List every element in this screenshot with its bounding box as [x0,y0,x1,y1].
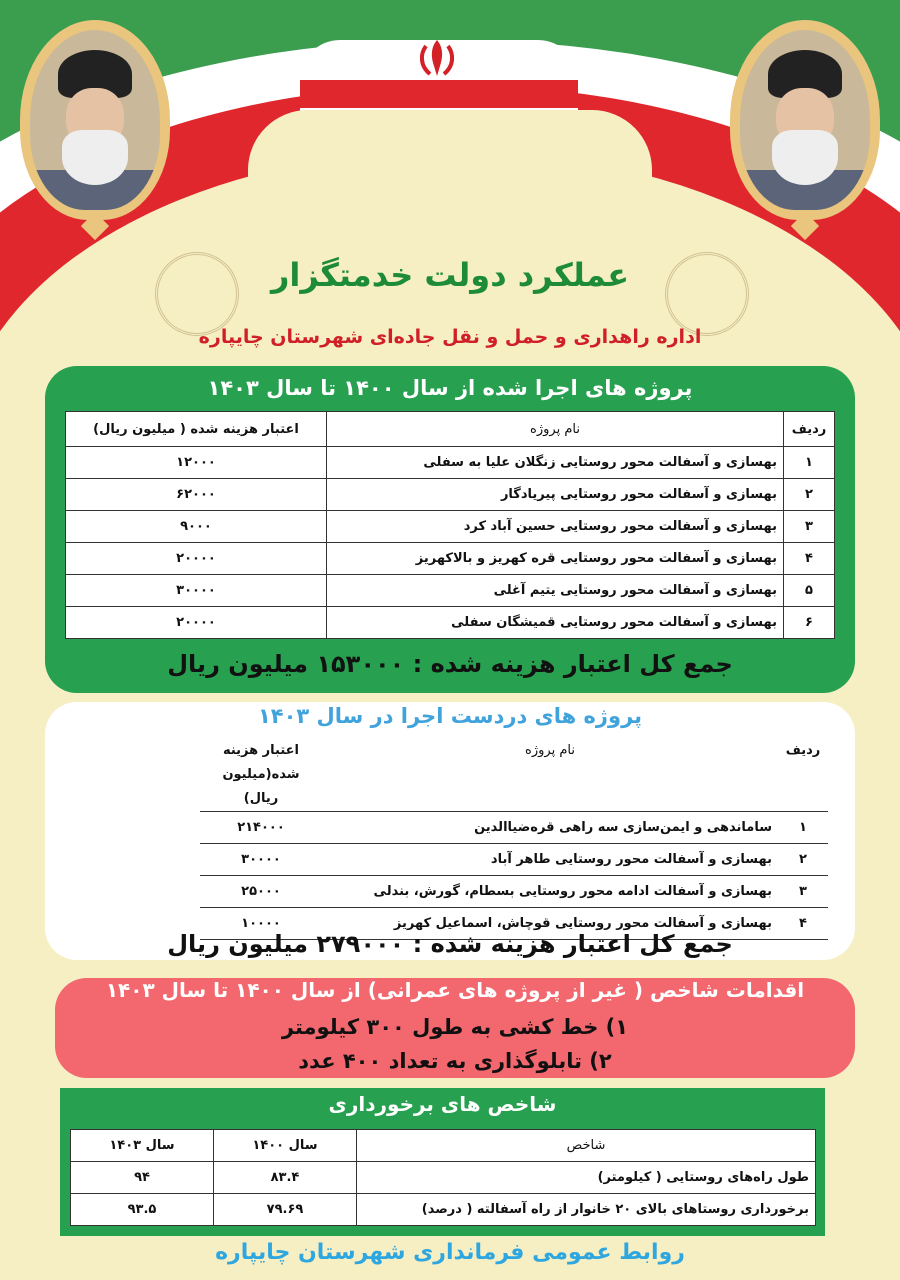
row-name: بهسازی و آسفالت محور روستایی زنگلان علیا به سفلی [327,447,784,479]
row-cost: ۲۵۰۰۰ [200,876,322,908]
row-cost: ۲۰۰۰۰ [66,607,327,639]
row-name: ساماندهی و ایمن‌سازی سه راهی قره‌ضیاالدین [322,812,778,844]
row-year-1400: ۸۳.۴ [214,1162,357,1194]
indicators-table [70,1129,816,1226]
row-year-1400: ۷۹.۶۹ [214,1194,357,1226]
row-indicator: طول راه‌های روستایی ( کیلومتر) [357,1162,816,1194]
table-row [66,447,835,479]
row-name: بهسازی و آسفالت محور روستایی پیریادگار [327,479,784,511]
row-cost: ۳۰۰۰۰ [200,844,322,876]
indicators-title: شاخص های برخورداری [328,1092,557,1116]
ongoing-projects-table [200,737,828,940]
portrait-left [20,20,170,240]
header-year-1403: سال ۱۴۰۳ [71,1130,214,1162]
page-subtitle: اداره راهداری و حمل و نقل جاده‌ای شهرستان چایپاره [198,326,702,348]
row-name: بهسازی و آسفالت محور روستایی قره کهریز و بالاکهریز [327,543,784,575]
row-index: ۳ [778,876,828,908]
row-name: بهسازی و آسفالت محور روستایی یتیم آغلی [327,575,784,607]
table-row [200,876,828,908]
row-year-1403: ۹۴ [71,1162,214,1194]
header-name: نام پروژه [327,412,784,447]
header-indicator: شاخص [357,1130,816,1162]
row-index: ۲ [784,479,835,511]
row-cost: ۳۰۰۰۰ [66,575,327,607]
table-header-row [71,1130,816,1162]
table-row [200,844,828,876]
portrait-right [730,20,880,240]
page-title: عملکرد دولت خدمتگزار [270,256,630,294]
table-row [66,575,835,607]
row-cost: ۶۲۰۰۰ [66,479,327,511]
completed-projects-title: پروژه های اجرا شده از سال ۱۴۰۰ تا سال ۱۴۰۳ [207,376,693,400]
row-name: بهسازی و آسفالت محور روستایی طاهر آباد [322,844,778,876]
header-index: ردیف [784,412,835,447]
table-header-row [200,737,828,812]
row-index: ۱ [784,447,835,479]
row-index: ۲ [778,844,828,876]
red-band [300,80,578,108]
row-year-1403: ۹۳.۵ [71,1194,214,1226]
row-index: ۴ [784,543,835,575]
header-index: ردیف [778,737,828,812]
header-cost [200,737,322,812]
table-row [66,607,835,639]
row-index: ۳ [784,511,835,543]
table-header-row [66,412,835,447]
row-index: ۴ [778,908,828,940]
ongoing-projects-title: پروژه های دردست اجرا در سال ۱۴۰۳ [257,704,643,728]
row-index: ۵ [784,575,835,607]
row-cost: ۲۰۰۰۰ [66,543,327,575]
row-cost: ۱۰۰۰۰ [200,908,322,940]
row-cost: ۲۱۴۰۰۰ [200,812,322,844]
row-index: ۱ [778,812,828,844]
row-cost: ۹۰۰۰ [66,511,327,543]
key-actions-title: اقدامات شاخص ( غیر از پروژه های عمرانی) از سال ۱۴۰۰ تا سال ۱۴۰۳ [105,978,805,1002]
iran-emblem-icon [412,36,462,80]
table-row [66,511,835,543]
table-row [66,479,835,511]
ongoing-projects-total: جمع کل اعتبار هزینه شده : ۲۷۹۰۰۰ میلیون ریال [167,930,733,958]
row-indicator: برخورداری روستاهای بالای ۲۰ خانوار از راه آسفالته ( درصد) [357,1194,816,1226]
row-index: ۶ [784,607,835,639]
key-action-item: ۱) خط کشی به طول ۳۰۰ کیلومتر [281,1015,629,1039]
row-name: بهسازی و آسفالت محور روستایی حسین آباد کرد [327,511,784,543]
row-name: بهسازی و آسفالت محور روستایی قوچاش، اسماعیل کهریز [322,908,778,940]
table-row [71,1194,816,1226]
footer-credit: روابط عمومی فرمانداری شهرستان چایپاره [215,1240,685,1265]
header-name: نام پروژه [322,737,778,812]
completed-projects-total: جمع کل اعتبار هزینه شده : ۱۵۳۰۰۰ میلیون ریال [167,650,733,678]
table-row [200,812,828,844]
row-cost: ۱۲۰۰۰ [66,447,327,479]
key-action-item: ۲) تابلوگذاری به تعداد ۴۰۰ عدد [298,1049,612,1073]
completed-projects-table [65,411,835,639]
header-cost-line1: اعتبار هزینه [222,743,299,758]
table-row [66,543,835,575]
row-name: بهسازی و آسفالت محور روستایی قمیشگان سفلی [327,607,784,639]
header-cost: اعتبار هزینه شده ( میلیون ریال) [66,412,327,447]
table-row [71,1162,816,1194]
row-name: بهسازی و آسفالت ادامه محور روستایی بسطام، گورش، بندلی [322,876,778,908]
header-cost-line2: شده(میلیون ریال) [222,767,300,806]
header-year-1400: سال ۱۴۰۰ [214,1130,357,1162]
